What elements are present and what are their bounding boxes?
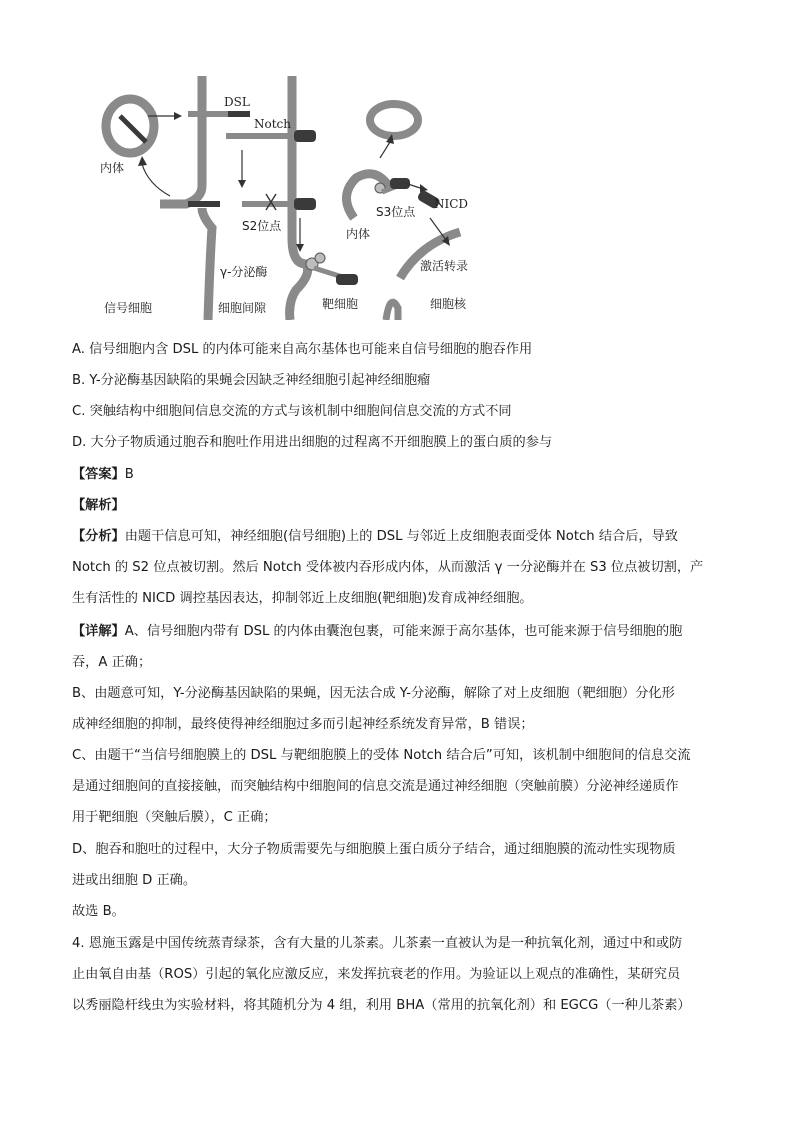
fenxi-line-1 [72,525,732,544]
xiangjie-line-10: 故选 B。 [72,904,125,919]
option-c: C. 突触结构中细胞间信息交流的方式与该机制中细胞间信息交流的方式不同 [72,404,512,419]
label-nucleus: 细胞核 [430,297,467,311]
xiangjie-line-9: 进或出细胞 D 正确。 [72,873,197,888]
label-signal-cell: 信号细胞 [104,301,153,315]
xiangjie-line-1 [72,620,732,639]
curved-arrow-back [142,164,170,196]
analysis-tag: 【解析】 [72,498,125,513]
arrow-head-1 [174,112,182,120]
xiangjie-line-7: 用于靶细胞（突触后膜），C 正确； [72,810,277,825]
fenxi-line-3: 生有活性的 NICD 调控基因表达，抑制邻近上皮细胞(靶细胞)发育成神经细胞。 [72,591,533,606]
answer-line [72,463,732,482]
option-b: B. Y-分泌酶基因缺陷的果蝇会因缺乏神经细胞引起神经细胞瘤 [72,373,431,388]
xiangjie-tag: 【详解】 [72,624,125,639]
answer-tag: 【答案】 [72,467,125,482]
label-target-cell: 靶细胞 [322,297,359,311]
label-dsl: DSL [224,95,250,109]
label-endosome-right: 内体 [346,227,371,241]
xiangjie-line-8: D、胞吞和胞吐的过程中，大分子物质需要先与细胞膜上蛋白质分子结合，通过细胞膜的流动性实现物质 [72,842,676,857]
question4-line-1: 4. 恩施玉露是中国传统蒸青绿茶，含有大量的儿茶素。儿茶素一直被认为是一种抗氧化剂，通过中和或防 [72,936,683,951]
question4-line-3: 以秀丽隐杆线虫为实验材料，将其随机分为 4 组，利用 BHA（常用的抗氧化剂）和 EGCG（一种儿茶素） [72,998,691,1013]
answer-value: B [124,467,134,482]
xiangjie-line-4: 成神经细胞的抑制，最终使得神经细胞过多而引起神经系统发育异常，B 错误； [72,717,534,732]
label-s3-site: S3位点 [376,205,416,219]
xiangjie-line-3: B、由题意可知，Y-分泌酶基因缺陷的果蝇，因无法合成 Y-分泌酶，解除了对上皮细胞（靶细胞）分化形 [72,686,675,701]
top-right-vesicle [370,104,418,136]
label-s2-site: S2位点 [242,219,282,233]
notch-diagram-svg [90,68,490,320]
label-nicd: NICD [434,197,469,211]
option-a: A. 信号细胞内含 DSL 的内体可能来自高尔基体也可能来自信号细胞的胞吞作用 [72,342,533,357]
question4-line-2: 止由氧自由基（ROS）引起的氧化应激反应，来发挥抗衰老的作用。为验证以上观点的准确性，某研究员 [72,967,681,982]
analysis-heading [72,494,732,513]
xiangjie-text-1: A、信号细胞内带有 DSL 的内体由囊泡包裹，可能来源于高尔基体，也可能来源于信号细胞的胞 [124,624,683,639]
fenxi-line-2: Notch 的 S2 位点被切割。然后 Notch 受体被内吞形成内体，从而激活 γ 一分泌酶并在 S3 位点被切割，产 [72,560,704,575]
label-notch: Notch [254,117,291,131]
arrow-up [380,142,390,158]
fenxi-tag: 【分析】 [72,529,125,544]
label-activate-transcription: 激活转录 [420,259,469,273]
left-endosome-dsl [120,116,146,142]
label-intercellular-space: 细胞间隙 [218,301,267,315]
option-d: D. 大分子物质通过胞吞和胞吐作用进出细胞的过程离不开细胞膜上的蛋白质的参与 [72,435,553,450]
fenxi-text-1: 由题干信息可知，神经细胞(信号细胞)上的 DSL 与邻近上皮细胞表面受体 Notch 结合后，导致 [124,529,678,544]
label-endosome-left: 内体 [100,161,125,175]
label-gamma-secretase: γ-分泌酶 [220,265,268,279]
xiangjie-line-6: 是通过细胞间的直接接触，而突触结构中细胞间的信息交流是通过神经细胞（突触前膜）分泌神经递质作 [72,779,679,794]
xiangjie-line-5: C、由题干“当信号细胞膜上的 DSL 与靶细胞膜上的受体 Notch 结合后”可知，该机制中细胞间的信息交流 [72,748,691,763]
notch-signaling-figure [90,68,490,320]
xiangjie-line-2: 吞，A 正确； [72,655,152,670]
